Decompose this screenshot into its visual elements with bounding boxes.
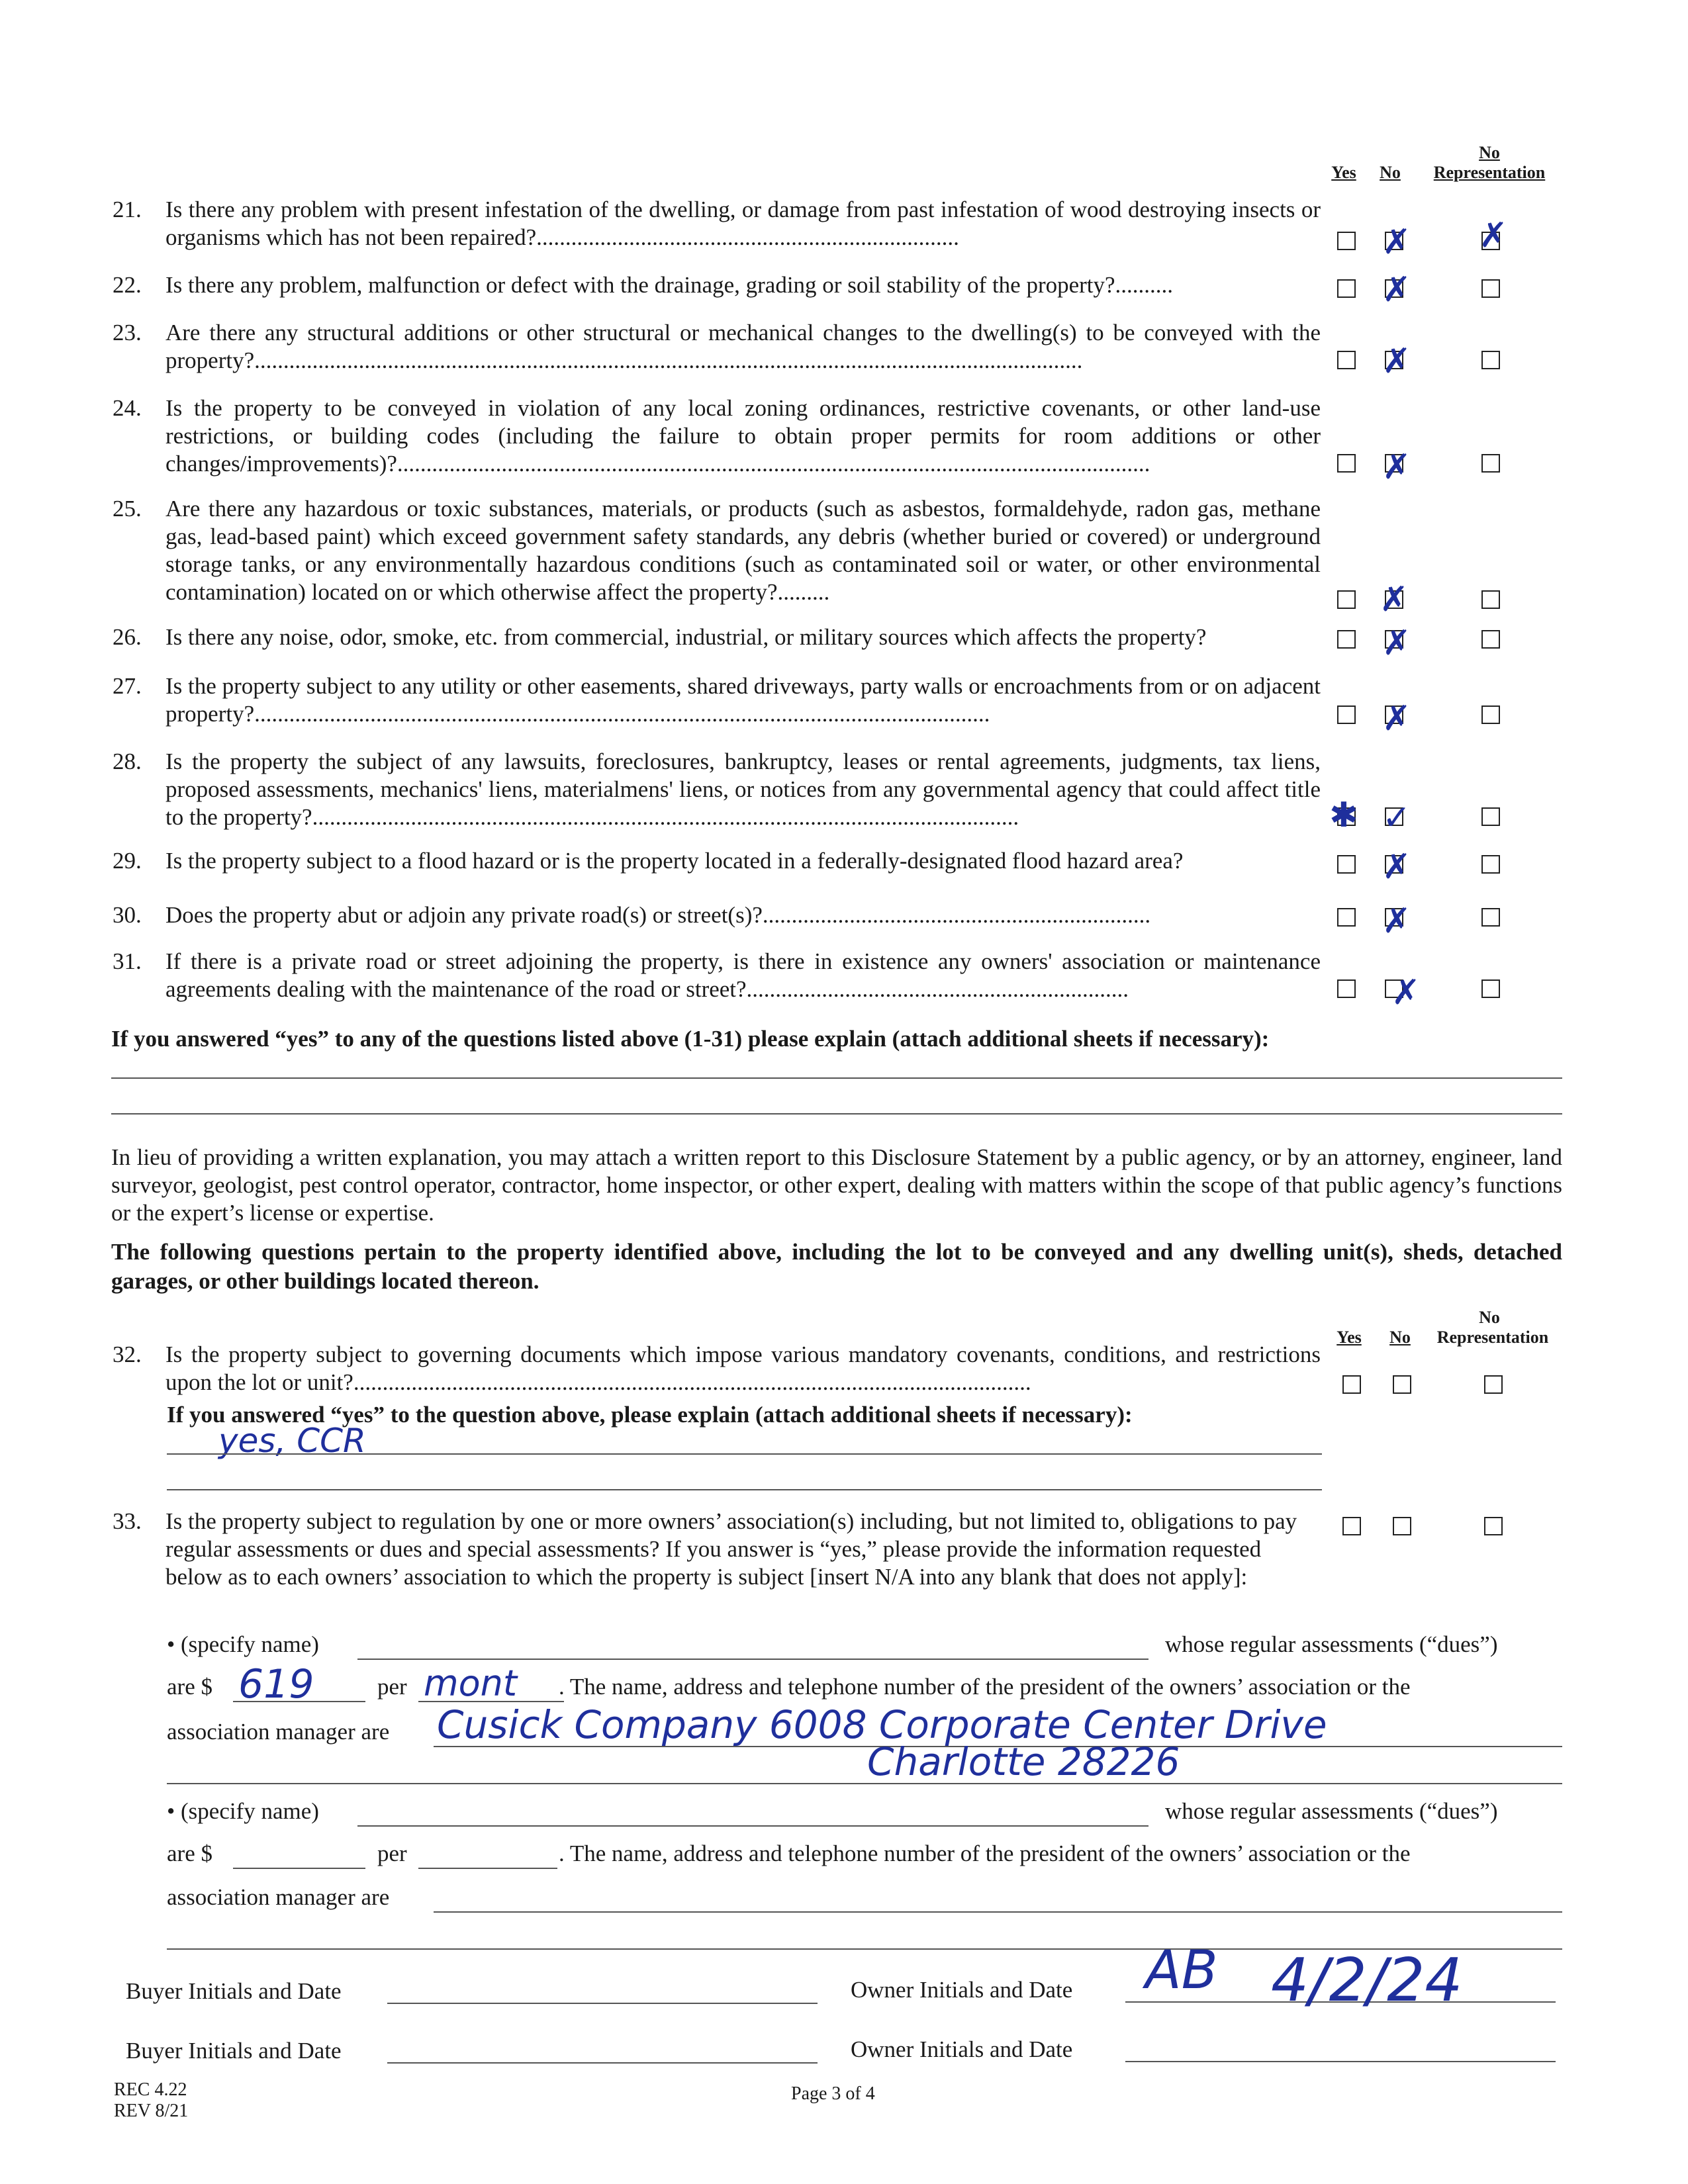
check-mark-icon: ✗ — [1382, 847, 1411, 887]
checkbox-yes-27[interactable] — [1337, 705, 1356, 724]
assoc2-name-text: . The name, address and telephone number of the president of the owners’ association or the — [559, 1841, 1411, 1866]
check-mark-icon: ✗ — [1391, 973, 1421, 1013]
checkbox-yes-25[interactable] — [1337, 590, 1356, 609]
explain-prompt: If you answered “yes” to any of the questions listed above (1-31) please explain (attach additional sheets if necessary): — [111, 1026, 1270, 1052]
checkbox-yes-23[interactable] — [1337, 351, 1356, 369]
question-28: 28. Is the property the subject of any lawsuits, foreclosures, bankruptcy, leases or rental agreements, judgments, tax liens, proposed assessments, mechanics' liens, materialmens' liens, or notices from any governmental agency that could affect title to the property?.......................................................................................................................... — [113, 749, 1321, 830]
checkbox-yes-30[interactable] — [1337, 908, 1356, 927]
check-mark-icon: ✗ — [1382, 270, 1411, 310]
buyer-initials-label-2: Buyer Initials and Date — [126, 2038, 342, 2064]
assoc1-period-handwritten: mont — [424, 1662, 518, 1704]
question-32: 32. Is the property subject to governing documents which impose various mandatory covenants, conditions, and restrictions upon the lot or unit?..................................................................................................................... — [113, 1342, 1321, 1395]
header-no-representation-2: Representation — [1436, 1328, 1549, 1347]
header-yes: Yes — [1331, 163, 1356, 182]
checkbox-norep-28[interactable] — [1481, 807, 1500, 826]
assoc2-are-label: are $ — [167, 1841, 212, 1866]
checkbox-yes-26[interactable] — [1337, 630, 1356, 649]
checkbox-yes-21[interactable] — [1337, 232, 1356, 250]
buyer-initials-label-1: Buyer Initials and Date — [126, 1978, 342, 2004]
owner-initials-field-2[interactable] — [1125, 2061, 1556, 2062]
footer-page-number: Page 3 of 4 — [791, 2083, 875, 2104]
check-mark-icon: ✗ — [1382, 901, 1411, 941]
q32-handwritten-answer: yes, CCR — [218, 1422, 366, 1460]
check-mark-icon: ✗ — [1382, 623, 1411, 663]
question-29: 29. Is the property subject to a flood hazard or is the property located in a federally-designated flood hazard area? — [113, 848, 1184, 874]
question-31: 31. If there is a private road or street adjoining the property, is there in existence any owners' association or maintenance agreements dealing with the maintenance of the road or street?.................................................................. — [113, 948, 1321, 1002]
following-paragraph: The following questions pertain to the property identified above, including the lot to be conveyed and any dwelling unit(s), sheds, detached garages, or other buildings located thereon. — [111, 1239, 1562, 1294]
q32-explain-line-1[interactable] — [167, 1453, 1322, 1455]
question-33: 33. Is the property subject to regulation by one or more owners’ association(s) including, but not limited to, obligations to pay regular assessments or dues and special assessments? If you answer is “yes,” please provide the information requested below as to each owners’ association to which the property is subject [insert N/A into any blank that does not apply]: — [113, 1508, 1297, 1590]
assoc2-manager-field-1[interactable] — [434, 1911, 1562, 1913]
assoc1-per-label: per — [377, 1674, 407, 1700]
assoc1-specify-label: • (specify name) — [167, 1631, 319, 1657]
question-27: 27. Is the property subject to any utility or other easements, shared driveways, party walls or encroachments from or on adjacent property?............................................................................................................................... — [113, 673, 1321, 727]
assoc1-name-field[interactable] — [357, 1659, 1149, 1660]
assoc2-per-label: per — [377, 1841, 407, 1866]
assoc1-manager-label: association manager are — [167, 1719, 390, 1745]
checkbox-no-32[interactable] — [1393, 1375, 1411, 1394]
question-24: 24. Is the property to be conveyed in violation of any local zoning ordinances, restrictive covenants, or other land-use restrictions, or building codes (including the failure to obtain proper permits for room additions or other changes/improvements)?.................................................................................................................................. — [113, 395, 1321, 477]
owner-initials-label-2: Owner Initials and Date — [851, 2036, 1073, 2062]
check-mark-icon: ✓ — [1382, 798, 1411, 838]
buyer-initials-field-2[interactable] — [387, 2062, 818, 2064]
checkbox-yes-29[interactable] — [1337, 855, 1356, 874]
footer-form-number: REC 4.22 — [114, 2079, 187, 2100]
header-yes-2: Yes — [1336, 1328, 1362, 1347]
checkbox-no-33[interactable] — [1393, 1517, 1411, 1535]
check-mark-icon: ✗ — [1382, 341, 1411, 381]
question-21: 21. Is there any problem with present infestation of the dwelling, or damage from past infestation of wood destroying insects or organisms which has not been repaired?......................................................................... — [113, 197, 1321, 250]
question-26: 26. Is there any noise, odor, smoke, etc. from commercial, industrial, or military sources which affects the property? — [113, 624, 1207, 650]
check-mark-icon: ✗ — [1479, 216, 1508, 255]
checkbox-norep-32[interactable] — [1484, 1375, 1503, 1394]
header-no-representation: Representation — [1433, 163, 1546, 182]
assoc2-specify-label: • (specify name) — [167, 1798, 319, 1824]
checkbox-norep-30[interactable] — [1481, 908, 1500, 927]
assoc1-name-text: . The name, address and telephone number of the president of the owners’ association or the — [559, 1674, 1411, 1700]
assoc1-amount-handwritten: 619 — [238, 1661, 314, 1707]
question-23: 23. Are there any structural additions or other structural or mechanical changes to the dwelling(s) to be conveyed with the property?............................................................................................................................................... — [113, 320, 1321, 373]
check-mark-icon: ✗ — [1382, 699, 1411, 739]
footer-revision: REV 8/21 — [114, 2101, 189, 2121]
assoc1-manager-handwritten-1: Cusick Company 6008 Corporate Center Drive — [437, 1702, 1327, 1747]
check-mark-icon: ✗ — [1380, 580, 1409, 619]
assoc1-manager-handwritten-2: Charlotte 28226 — [867, 1739, 1180, 1784]
in-lieu-paragraph: In lieu of providing a written explanation, you may attach a written report to this Disclosure Statement by a public agency, or by an attorney, engineer, land surveyor, geologist, pest control operator, contractor, home inspector, or other expert, dealing with matters within the scope of that public agency’s functions or the expert’s license or expertise. — [111, 1144, 1562, 1226]
checkbox-norep-24[interactable] — [1481, 454, 1500, 473]
scribble-mark-icon: ✱ — [1329, 796, 1358, 835]
q32-explain-prompt: If you answered “yes” to the question above, please explain (attach additional sheets if necessary): — [167, 1402, 1133, 1428]
checkbox-yes-22[interactable] — [1337, 279, 1356, 298]
checkbox-yes-31[interactable] — [1337, 979, 1356, 998]
checkbox-norep-31[interactable] — [1481, 979, 1500, 998]
check-mark-icon: ✗ — [1382, 447, 1411, 487]
checkbox-norep-25[interactable] — [1481, 590, 1500, 609]
explain-line-1[interactable] — [111, 1077, 1562, 1079]
checkbox-norep-26[interactable] — [1481, 630, 1500, 649]
header-no: No — [1380, 163, 1401, 182]
checkbox-norep-29[interactable] — [1481, 855, 1500, 874]
owner-signature-initials: AB — [1145, 1939, 1218, 2001]
owner-signature-date: 4/2/24 — [1271, 1946, 1463, 2015]
assoc1-whose-label: whose regular assessments (“dues”) — [1165, 1631, 1498, 1657]
checkbox-yes-32[interactable] — [1342, 1375, 1361, 1394]
assoc2-manager-label: association manager are — [167, 1884, 390, 1910]
checkbox-norep-22[interactable] — [1481, 279, 1500, 298]
question-22: 22. Is there any problem, malfunction or defect with the drainage, grading or soil stability of the property?.......... — [113, 272, 1174, 298]
assoc2-amount-field[interactable] — [233, 1868, 365, 1869]
assoc2-name-field[interactable] — [357, 1825, 1149, 1827]
checkbox-norep-33[interactable] — [1484, 1517, 1503, 1535]
check-mark-icon: ✗ — [1382, 222, 1411, 262]
header-no-line1-2: No — [1479, 1308, 1500, 1327]
owner-initials-label-1: Owner Initials and Date — [851, 1977, 1073, 2003]
assoc2-whose-label: whose regular assessments (“dues”) — [1165, 1798, 1498, 1824]
header-no-line1: No — [1479, 143, 1500, 162]
checkbox-norep-27[interactable] — [1481, 705, 1500, 724]
checkbox-yes-24[interactable] — [1337, 454, 1356, 473]
q32-explain-line-2[interactable] — [167, 1489, 1322, 1490]
checkbox-yes-33[interactable] — [1342, 1517, 1361, 1535]
question-25: 25. Are there any hazardous or toxic substances, materials, or products (such as asbestos, formaldehyde, radon gas, methane gas, lead-based paint) which exceed government safety standards, any debris (whether buried or covered) or underground storage tanks, or any environmentally hazardous conditions (such as contaminated soil or water, or other environmental contamination) located on or which otherwise affect the property?......... — [113, 496, 1321, 605]
assoc2-period-field[interactable] — [418, 1868, 557, 1869]
assoc1-manager-field-2[interactable] — [167, 1783, 1562, 1784]
header-no-2: No — [1389, 1328, 1411, 1347]
buyer-initials-field-1[interactable] — [387, 2003, 818, 2004]
explain-line-2[interactable] — [111, 1113, 1562, 1115]
question-30: 30. Does the property abut or adjoin any private road(s) or street(s)?................................................................... — [113, 902, 1151, 928]
checkbox-norep-23[interactable] — [1481, 351, 1500, 369]
assoc1-are-label: are $ — [167, 1674, 212, 1700]
